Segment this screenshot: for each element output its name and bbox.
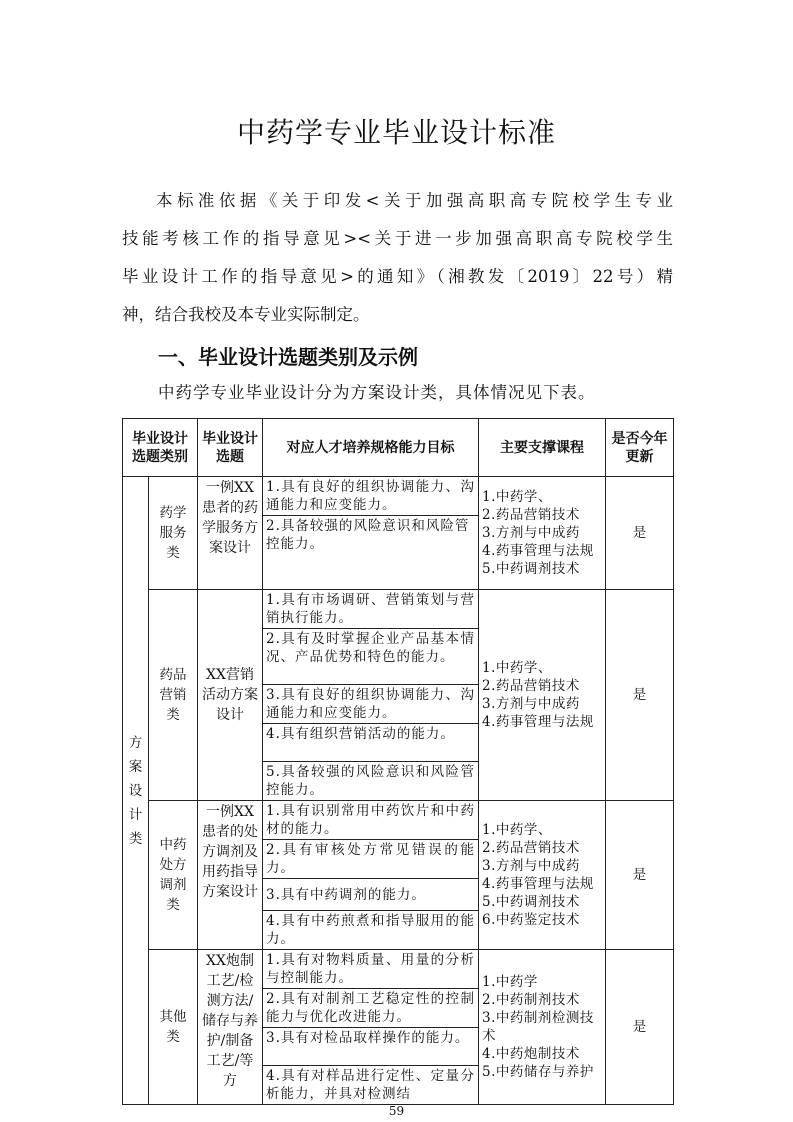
page-title: 中药学专业毕业设计标准 bbox=[236, 116, 556, 149]
category: 中药处方调剂类 bbox=[149, 801, 198, 950]
goal: 1.具有对物料质量、用量的分析 与控制能力。 bbox=[263, 950, 479, 989]
goal: 3.具有对检品取样操作的能力。 bbox=[263, 1028, 479, 1066]
courses: 1.中药学、 2.药品营销技术 3.方剂与中成药 4.药事管理与法规 5.中药调剂技术 bbox=[479, 477, 606, 590]
goal: 2.具有审核处方常见错误的能力。 bbox=[263, 840, 479, 879]
goal: 3.具有中药调剂的能力。 bbox=[263, 879, 479, 911]
goal: 2.具有及时掌握企业产品基本情况、产品优势和特色的能力。 bbox=[263, 629, 479, 685]
topic: XX炮制工艺/检测方法/储存与养护/制备工艺/等方 bbox=[198, 950, 263, 1105]
category: 其他类 bbox=[149, 950, 198, 1105]
section-intro: 中药学专业毕业设计分为方案设计类，具体情况见下表。 bbox=[158, 383, 596, 402]
table-row bbox=[123, 801, 674, 840]
goal: 4.具有对样品进行定性、定量分 析能力，并具对检测结 bbox=[263, 1066, 479, 1105]
design-topics-table bbox=[122, 418, 674, 1105]
updated-flag: 是 bbox=[606, 950, 674, 1105]
updated-flag: 是 bbox=[606, 477, 674, 590]
goal: 4.具有中药煎煮和指导服用的能 力。 bbox=[263, 911, 479, 950]
intro-paragraph bbox=[122, 182, 673, 334]
category: 药学服务类 bbox=[149, 477, 198, 590]
courses: 1.中药学、 2.药品营销技术 3.方剂与中成药 4.药事管理与法规 5.中药调剂技术 6.中药鉴定技术 bbox=[479, 801, 606, 950]
table-row bbox=[123, 590, 674, 629]
table-row bbox=[123, 477, 674, 516]
section-heading: 一、毕业设计选题类别及示例 bbox=[158, 345, 418, 369]
goal: 2.具备较强的风险意识和风险管 控能力。 bbox=[263, 516, 479, 590]
table-header-row bbox=[123, 419, 674, 477]
updated-flag: 是 bbox=[606, 590, 674, 801]
goal: 2.具有对制剂工艺稳定性的控制 能力与优化改进能力。 bbox=[263, 989, 479, 1028]
topic: 一例XX患者的处方调剂及用药指导方案设计 bbox=[198, 801, 263, 950]
header-updated: 是否今年更新 bbox=[606, 419, 674, 477]
intro-line: 神，结合我校及本专业实际制定。 bbox=[122, 305, 370, 324]
intro-line: 技能考核工作的指导意见><关于进一步加强高职高专院校学生 bbox=[122, 229, 673, 248]
courses: 1.中药学、 2.药品营销技术 3.方剂与中成药 4.药事管理与法规 bbox=[479, 590, 606, 801]
goal: 1.具有市场调研、营销策划与营销执行能力。 bbox=[263, 590, 479, 629]
header-category: 毕业设计选题类别 bbox=[123, 419, 198, 477]
goal: 1.具有识别常用中药饮片和中药 材的能力。 bbox=[263, 801, 479, 840]
table-row bbox=[123, 950, 674, 989]
main-category: 方案设计类 bbox=[123, 477, 149, 1105]
goal: 3.具有良好的组织协调能力、沟通能力和应变能力。 bbox=[263, 685, 479, 724]
goal: 4.具有组织营销活动的能力。 bbox=[263, 724, 479, 762]
updated-flag: 是 bbox=[606, 801, 674, 950]
header-topic: 毕业设计选题 bbox=[198, 419, 263, 477]
header-courses: 主要支撑课程 bbox=[479, 419, 606, 477]
courses: 1.中药学 2.中药制剂技术 3.中药制剂检测技术 4.中药炮制技术 5.中药储存与养护 bbox=[479, 950, 606, 1105]
header-goals: 对应人才培养规格能力目标 bbox=[263, 419, 479, 477]
intro-line: 本标准依据《关于印发<关于加强高职高专院校学生专业 bbox=[156, 191, 673, 210]
category: 药品营销类 bbox=[149, 590, 198, 801]
goal: 1.具有良好的组织协调能力、沟通能力和应变能力。 bbox=[263, 477, 479, 516]
goal: 5.具备较强的风险意识和风险管 控能力。 bbox=[263, 762, 479, 801]
intro-line: 毕业设计工作的指导意见>的通知》（湘教发〔2019〕22号）精 bbox=[122, 267, 673, 286]
topic: XX营销活动方案设计 bbox=[198, 590, 263, 801]
topic: 一例XX患者的药学服务方案设计 bbox=[198, 477, 263, 590]
page-number: 59 bbox=[388, 1104, 405, 1118]
